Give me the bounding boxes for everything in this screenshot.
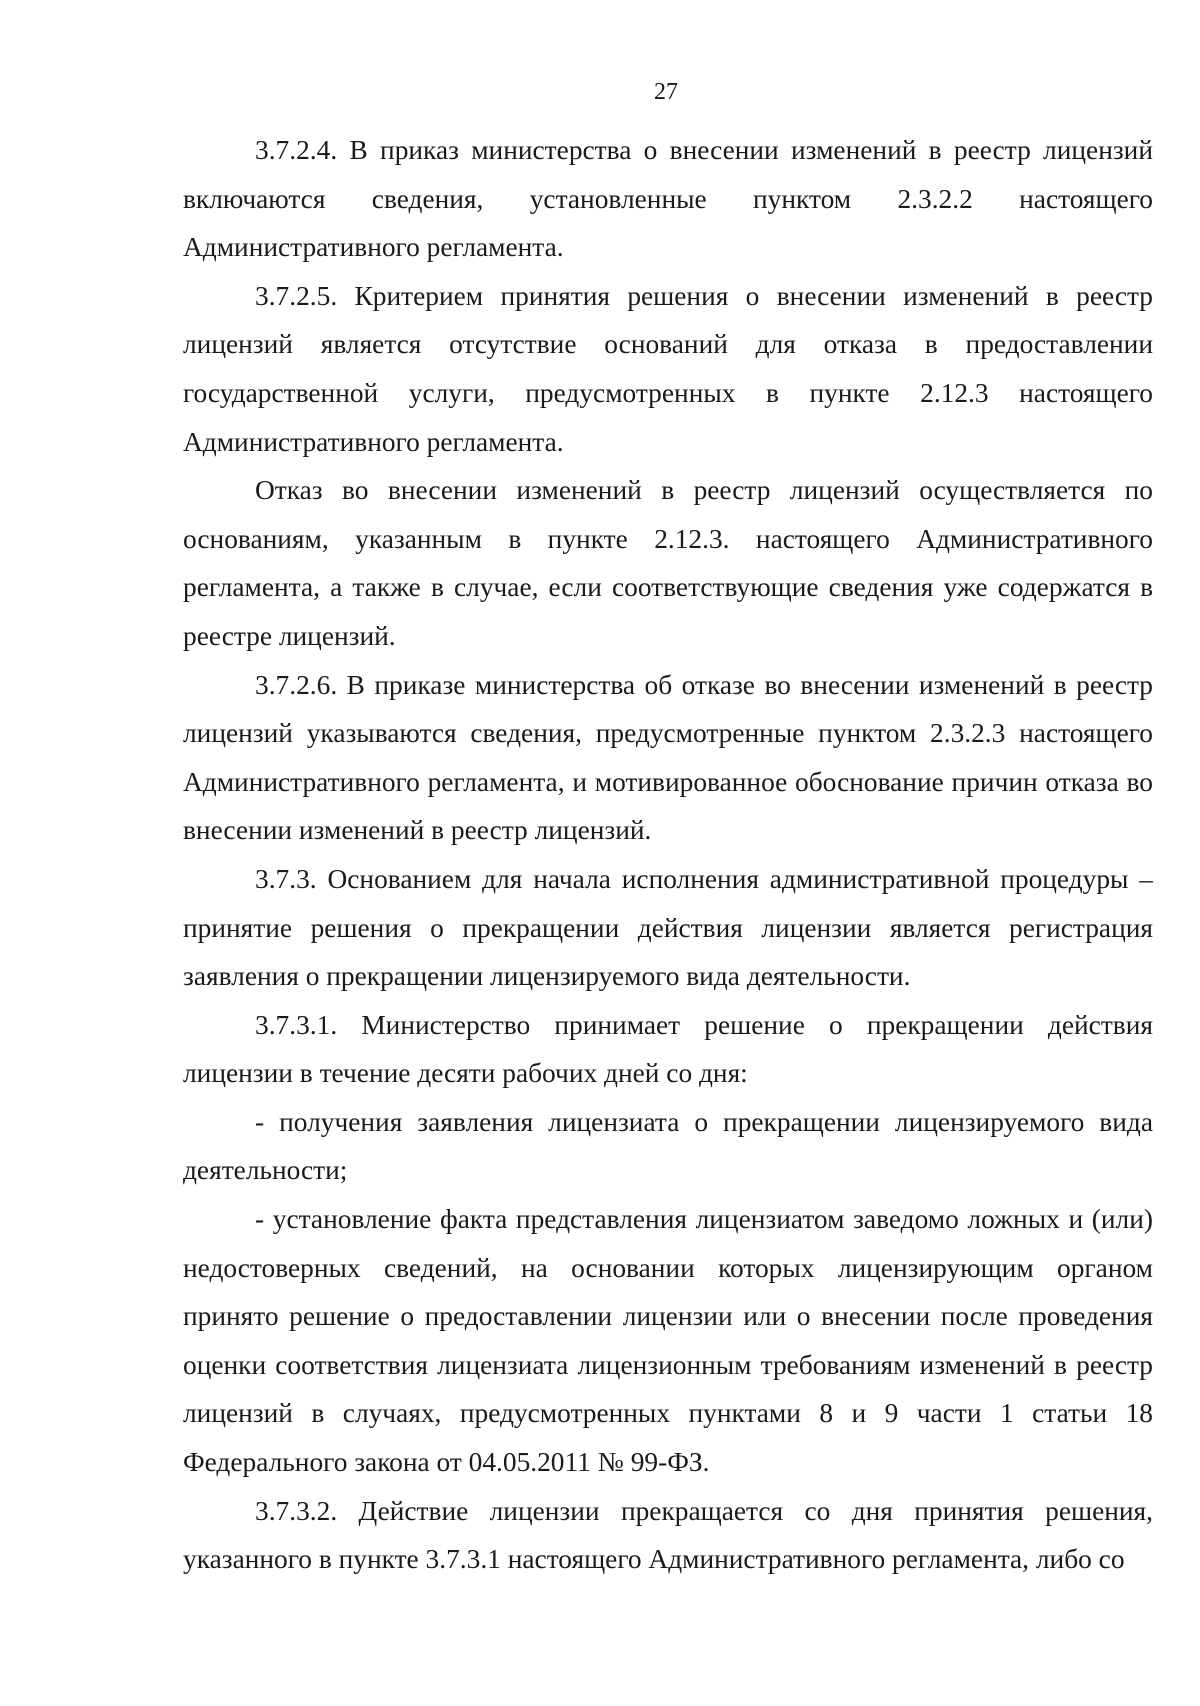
document-body	[183, 126, 1153, 1584]
paragraph-3-7-3: 3.7.3. Основанием для начала исполнения административной процедуры – принятие решения о прекращении действия лицензии является регистрация заявления о прекращении лицензируемого вида деятельности.	[183, 863, 1153, 992]
paragraph-3-7-3-1: 3.7.3.1. Министерство принимает решение о прекращении действия лицензии в течение десяти рабочих дней со дня:	[183, 1009, 1153, 1089]
page-number: 27	[654, 79, 678, 105]
paragraph-3-7-2-5: 3.7.2.5. Критерием принятия решения о внесении изменений в реестр лицензий является отсутствие оснований для отказа в предоставлении государственной услуги, предусмотренных в пункте 2.12.3 настоящего Административного регламента.	[183, 280, 1153, 457]
list-item-application: - получения заявления лицензиата о прекращении лицензируемого вида деятельности;	[183, 1106, 1153, 1186]
paragraph-3-7-2-6: 3.7.2.6. В приказе министерства об отказе во внесении изменений в реестр лицензий указываются сведения, предусмотренные пунктом 2.3.2.3 настоящего Административного регламента, и мотивированное обоснование причин отказа во внесении изменений в реестр лицензий.	[183, 669, 1153, 846]
paragraph-refusal: Отказ во внесении изменений в реестр лицензий осуществляется по основаниям, указанным в пункте 2.12.3. настоящего Административного регламента, а также в случае, если соответствующие сведения уже содержатся в реестре лицензий.	[183, 475, 1153, 651]
paragraph-3-7-2-4: 3.7.2.4. В приказ министерства о внесении изменений в реестр лицензий включаются сведения, установленные пунктом 2.3.2.2 настоящего Административного регламента.	[183, 135, 1153, 263]
list-item-false-information: - установление факта представления лицензиатом заведомо ложных и (или) недостоверных сведений, на основании которых лицензирующим органом принято решение о предоставлении лицензии или о внесении после проведения оценки соответствия лицензиата лицензионным требованиям изменений в реестр лицензий в случаях, предусмотренных пунктами 8 и 9 части 1 статьи 18 Федерального закона от 04.05.2011 № 99-ФЗ.	[183, 1204, 1153, 1478]
paragraph-3-7-3-2: 3.7.3.2. Действие лицензии прекращается со дня принятия решения, указанного в пункте 3.7.3.1 настоящего Административного регламента, либо со	[183, 1495, 1153, 1575]
